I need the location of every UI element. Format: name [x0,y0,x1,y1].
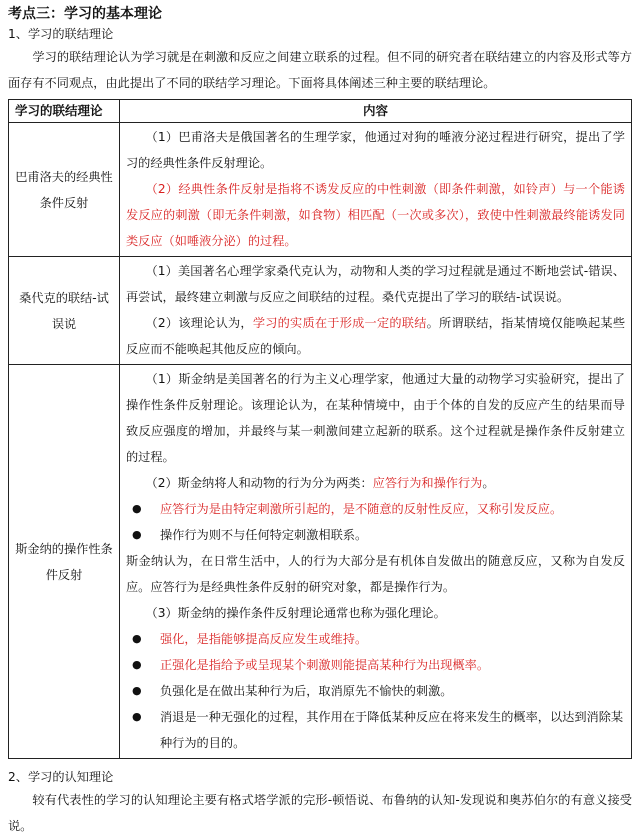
thorndike-para-2-lead: （2）该理论认为， [145,316,253,330]
bullet-icon: ● [132,684,142,697]
list-item [126,496,625,522]
row-name-pavlov: 巴甫洛夫的经典性条件反射 [9,123,120,257]
page-heading: 考点三：学习的基本理论 [8,6,162,22]
table-row [9,257,632,365]
thorndike-para-2 [126,310,625,362]
thorndike-para-1: （1）美国著名心理学家桑代克认为，动物和人类的学习过程就是通过不断地尝试-错误、再尝试，最终建立刺激与反应之间联结的过程。桑代克提出了学习的联结-试误说。 [126,264,625,304]
thorndike-para-2-highlight: 学习的实质在于形成一定的联结 [252,316,427,330]
list-item [126,522,625,548]
row-name-skinner: 斯金纳的操作性条件反射 [9,365,120,759]
skinner-para-2-tail: 。 [482,476,495,490]
theory-table [8,99,632,759]
bullet-icon: ● [132,658,142,671]
bullet-text: 正强化是指给予或呈现某个刺激则能提高某种行为出现概率。 [160,658,490,672]
bullet-text: 应答行为是由特定刺激所引起的，是不随意的反射性反应，又称引发反应。 [160,502,563,516]
bullet-icon: ● [132,502,142,515]
table-header-row [9,100,632,123]
section1-intro: 学习的联结理论认为学习就是在刺激和反应之间建立联系的过程。但不同的研究者在联结建立的内容及形式等方面存有不同观点，由此提出了不同的联结学习理论。下面将具体阐述三种主要的联结理论。 [8,50,632,90]
bullet-icon: ● [132,632,142,645]
bullet-text: 负强化是在做出某种行为后，取消原先不愉快的刺激。 [160,684,453,698]
bullet-text: 强化，是指能够提高反应发生或维持。 [160,632,368,646]
skinner-para-2 [126,470,625,496]
section2-title: 2、学习的认知理论 [8,770,114,784]
list-item [126,678,625,704]
table-header-theory: 学习的联结理论 [9,100,120,123]
table-row [9,365,632,759]
list-item [126,626,625,652]
bullet-text: 操作行为则不与任何特定刺激相联系。 [160,528,368,542]
row-content-thorndike [120,257,632,365]
skinner-para-4: （3）斯金纳的操作条件反射理论通常也称为强化理论。 [145,606,446,620]
table-row [9,123,632,257]
pavlov-para-2: （2）经典性条件反射是指将不诱发反应的中性刺激（即条件刺激，如铃声）与一个能诱发反应的刺激（即无条件刺激，如食物）相匹配（一次或多次），致使中性刺激最终能诱发同类反应（如唾液分泌）的过程。 [126,182,625,248]
table-header-content: 内容 [120,100,632,123]
skinner-para-2-lead: （2）斯金纳将人和动物的行为分为两类： [145,476,373,490]
list-item [126,704,625,756]
list-item [126,652,625,678]
row-content-skinner [120,365,632,759]
bullet-icon: ● [132,710,142,723]
section2-intro: 较有代表性的学习的认知理论主要有格式塔学派的完形-顿悟说、布鲁纳的认知-发现说和奥苏伯尔的有意义接受说。 [8,793,632,833]
row-content-pavlov [120,123,632,257]
skinner-para-3: 斯金纳认为，在日常生活中，人的行为大部分是有机体自发做出的随意反应，又称为自发反应。应答行为是经典性条件反射的研究对象，都是操作行为。 [126,554,625,594]
skinner-para-1: （1）斯金纳是美国著名的行为主义心理学家，他通过大量的动物学习实验研究，提出了操作性条件反射理论。该理论认为，在某种情境中，由于个体的自发的反应产生的结果而导致反应强度的增加，并最终与某一刺激间建立起新的联系。这个过程就是操作条件反射建立的过程。 [126,372,625,464]
document-page [0,4,640,836]
bullet-icon: ● [132,528,142,541]
skinner-para-2-highlight: 应答行为和操作行为 [372,476,483,490]
thorndike-para-2-tail: 。所谓联结，指某情境仅能唤起某些反应而不能唤起其他反应的倾向。 [126,316,626,356]
row-name-thorndike: 桑代克的联结-试误说 [9,257,120,365]
pavlov-para-1: （1）巴甫洛夫是俄国著名的生理学家，他通过对狗的唾液分泌过程进行研究，提出了学习的经典性条件反射理论。 [126,130,625,170]
bullet-text: 消退是一种无强化的过程，其作用在于降低某种反应在将来发生的概率，以达到消除某种行为的目的。 [160,710,624,750]
section1-title: 1、学习的联结理论 [8,27,114,41]
